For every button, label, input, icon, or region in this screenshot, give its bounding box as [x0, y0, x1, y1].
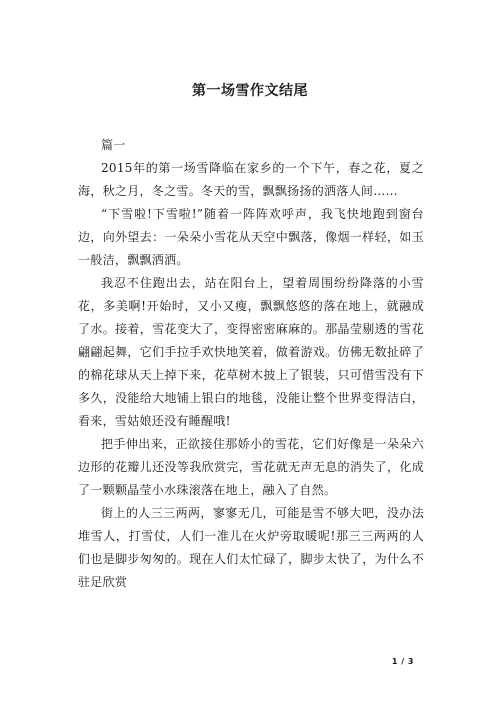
section-label: 篇一 — [101, 138, 126, 152]
paragraph-1: 2015年的第一场雪降临在家乡的一个下午，春之花，夏之海，秋之月，冬之雪。冬天的雪，飘飘扬扬的洒落人间…… — [78, 161, 424, 198]
paragraph-3: 我忍不住跑出去，站在阳台上，望着周围纷纷降落的小雪花，多美啊!开始时，又小又瘦，飘飘悠悠的落在地上，就融成了水。接着，雪花变大了，变得密密麻麻的。那晶莹剔透的雪花翩翩起舞，它们手拉手欢快地笑着，做着游戏。仿佛无数扯碎了的棉花球从天上掉下来，花草树木披上了银装，只可惜雪没有下多久，没能给大地铺上银白的地毯，没能让整个世界变得洁白，看来，雪姑娘还没有睡醒哦! — [78, 276, 424, 428]
document-title: 第一场雪作文结尾 — [192, 83, 308, 99]
paragraph-4: 把手伸出来，正欲接住那娇小的雪花，它们好像是一朵朵六边形的花瓣儿还没等我欣赏完，雪花就无声无息的消失了，化成了一颗颗晶莹小水珠滚落在地上，融入了自然。 — [78, 437, 424, 497]
page-indicator: 1 / 3 — [391, 657, 414, 666]
paragraph-2: “下雪啦!下雪啦!”随着一阵阵欢呼声，我飞快地跑到窗台边，向外望去：一朵朵小雪花从天空中飘落，像烟一样轻，如玉一般洁，飘飘洒洒。 — [78, 207, 424, 267]
document-body — [78, 134, 424, 594]
paragraph-5: 街上的人三三两两，寥寥无几，可能是雪不够大吧，没办法堆雪人，打雪仗，人们一准儿在火炉旁取暖呢!那三三两两的人们也是脚步匆匆的。现在人们太忙碌了，脚步太快了，为什么不驻足欣赏 — [78, 506, 424, 589]
